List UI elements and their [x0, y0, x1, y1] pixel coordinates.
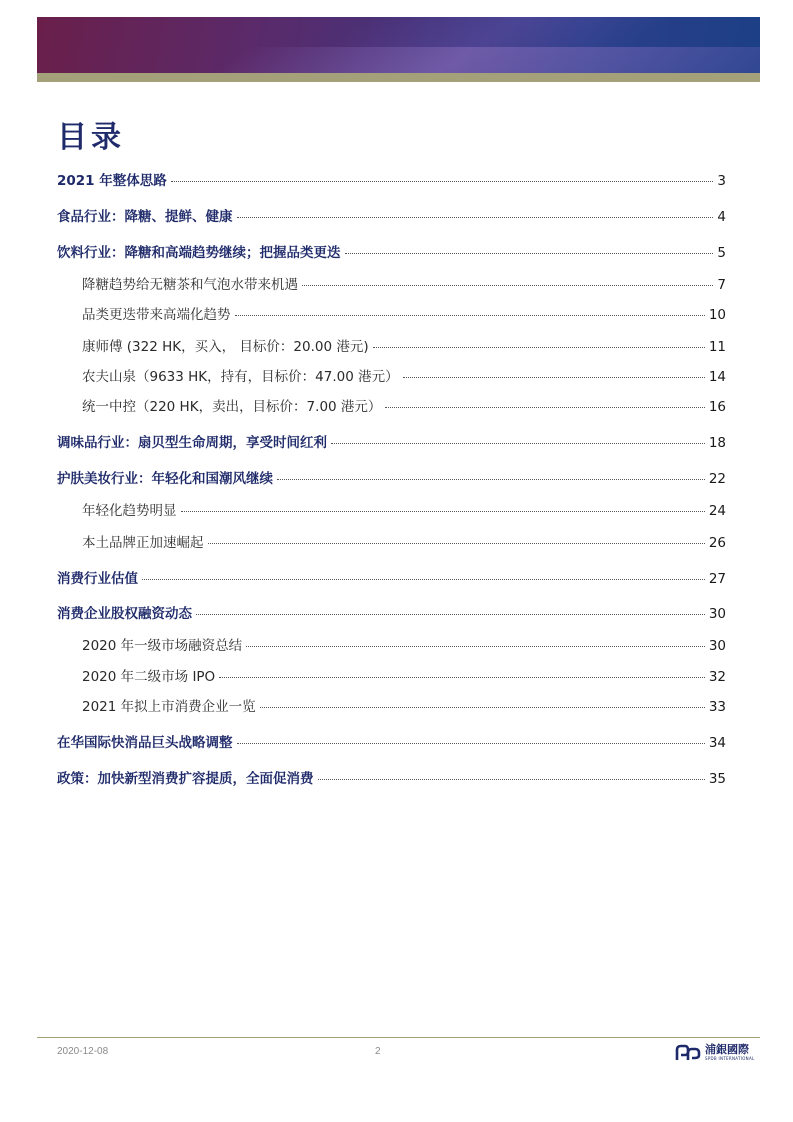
toc-entry-label: 政策：加快新型消费扩容提质，全面促消费	[57, 771, 314, 787]
toc-leader-dots	[403, 377, 705, 378]
toc-entry-label: 2021 年整体思路	[57, 173, 167, 189]
toc-entry-label: 在华国际快消品巨头战略调整	[57, 735, 233, 751]
toc-entry-label: 调味品行业：扇贝型生命周期，享受时间红利	[57, 435, 327, 451]
toc-section-entry[interactable]	[57, 172, 726, 190]
toc-entry-page: 33	[708, 699, 726, 715]
footer-page-number: 2	[375, 1046, 381, 1057]
toc-leader-dots	[260, 707, 705, 708]
toc-entry-page: 14	[708, 369, 726, 385]
toc-entry-page: 30	[708, 606, 726, 622]
toc-leader-dots	[277, 479, 705, 480]
toc-leader-dots	[219, 677, 705, 678]
toc-entry-label: 2020 年二级市场 IPO	[82, 669, 216, 685]
toc-leader-dots	[235, 315, 705, 316]
toc-entry-page: 32	[708, 669, 726, 685]
toc-entry-page: 18	[708, 435, 726, 451]
toc-leader-dots	[171, 181, 714, 182]
toc-section-entry[interactable]	[57, 570, 726, 588]
footer-divider	[37, 1037, 760, 1038]
toc-subsection-entry[interactable]	[82, 306, 726, 324]
toc-entry-label: 农夫山泉（9633 HK，持有，目标价：47.00 港元）	[82, 369, 399, 385]
toc-subsection-entry[interactable]	[82, 368, 726, 386]
toc-title: 目录	[57, 120, 125, 155]
toc-entry-page: 11	[708, 339, 726, 355]
toc-subsection-entry[interactable]	[82, 637, 726, 655]
toc-entry-page: 10	[708, 307, 726, 323]
toc-subsection-entry[interactable]	[82, 668, 726, 686]
logo-mark-icon	[675, 1044, 701, 1062]
toc-entry-label: 2021 年拟上市消费企业一览	[82, 699, 256, 715]
toc-section-entry[interactable]	[57, 434, 726, 452]
header-banner	[37, 17, 760, 73]
toc-leader-dots	[237, 217, 714, 218]
toc-entry-page: 30	[708, 638, 726, 654]
toc-entry-label: 消费行业估值	[57, 571, 138, 587]
toc-section-entry[interactable]	[57, 734, 726, 752]
footer-date: 2020-12-08	[57, 1046, 109, 1057]
toc-leader-dots	[302, 285, 713, 286]
toc-entry-label: 降糖趋势给无糖茶和气泡水带来机遇	[82, 277, 298, 293]
header-band	[37, 73, 760, 82]
toc-entry-page: 16	[708, 399, 726, 415]
toc-entry-label: 饮料行业：降糖和高端趋势继续；把握品类更迭	[57, 245, 341, 261]
toc-entry-page: 22	[708, 471, 726, 487]
toc-leader-dots	[142, 579, 705, 580]
toc-leader-dots	[331, 443, 705, 444]
toc-subsection-entry[interactable]	[82, 338, 726, 356]
toc-leader-dots	[373, 347, 705, 348]
toc-leader-dots	[237, 743, 705, 744]
logo-english-text: SPDB INTERNATIONAL	[705, 1056, 755, 1061]
banner-streak	[164, 47, 760, 73]
toc-section-entry[interactable]	[57, 605, 726, 623]
toc-leader-dots	[196, 614, 705, 615]
toc-subsection-entry[interactable]	[82, 398, 726, 416]
toc-entry-label: 年轻化趋势明显	[82, 503, 177, 519]
toc-section-entry[interactable]	[57, 470, 726, 488]
toc-entry-label: 食品行业：降糖、提鲜、健康	[57, 209, 233, 225]
toc-leader-dots	[318, 779, 705, 780]
banner-streak	[328, 17, 685, 47]
toc-entry-label: 本土品牌正加速崛起	[82, 535, 204, 551]
toc-entry-label: 护肤美妆行业：年轻化和国潮风继续	[57, 471, 273, 487]
toc-entry-label: 2020 年一级市场融资总结	[82, 638, 243, 654]
logo-chinese-text: 浦銀國際	[705, 1043, 749, 1056]
toc-leader-dots	[385, 407, 704, 408]
toc-entry-page: 26	[708, 535, 726, 551]
toc-section-entry[interactable]	[57, 770, 726, 788]
toc-subsection-entry[interactable]	[82, 276, 726, 294]
toc-entry-page: 7	[717, 277, 726, 293]
toc-entry-label: 统一中控（220 HK，卖出，目标价：7.00 港元）	[82, 399, 382, 415]
toc-leader-dots	[246, 646, 705, 647]
toc-entry-page: 34	[708, 735, 726, 751]
toc-leader-dots	[208, 543, 705, 544]
toc-section-entry[interactable]	[57, 244, 726, 262]
toc-entry-page: 5	[717, 245, 726, 261]
toc-entry-page: 24	[708, 503, 726, 519]
toc-subsection-entry[interactable]	[82, 502, 726, 520]
toc-entry-label: 康师傅 (322 HK，买入， 目标价：20.00 港元)	[82, 339, 369, 355]
toc-entry-page: 27	[708, 571, 726, 587]
toc-subsection-entry[interactable]	[82, 534, 726, 552]
toc-leader-dots	[345, 253, 714, 254]
toc-section-entry[interactable]	[57, 208, 726, 226]
toc-leader-dots	[181, 511, 705, 512]
toc-entry-label: 品类更迭带来高端化趋势	[82, 307, 231, 323]
toc-entry-page: 4	[717, 209, 726, 225]
toc-subsection-entry[interactable]	[82, 698, 726, 716]
toc-entry-page: 3	[717, 173, 726, 189]
toc-entry-page: 35	[708, 771, 726, 787]
toc-entry-label: 消费企业股权融资动态	[57, 606, 192, 622]
company-logo	[675, 1044, 755, 1062]
